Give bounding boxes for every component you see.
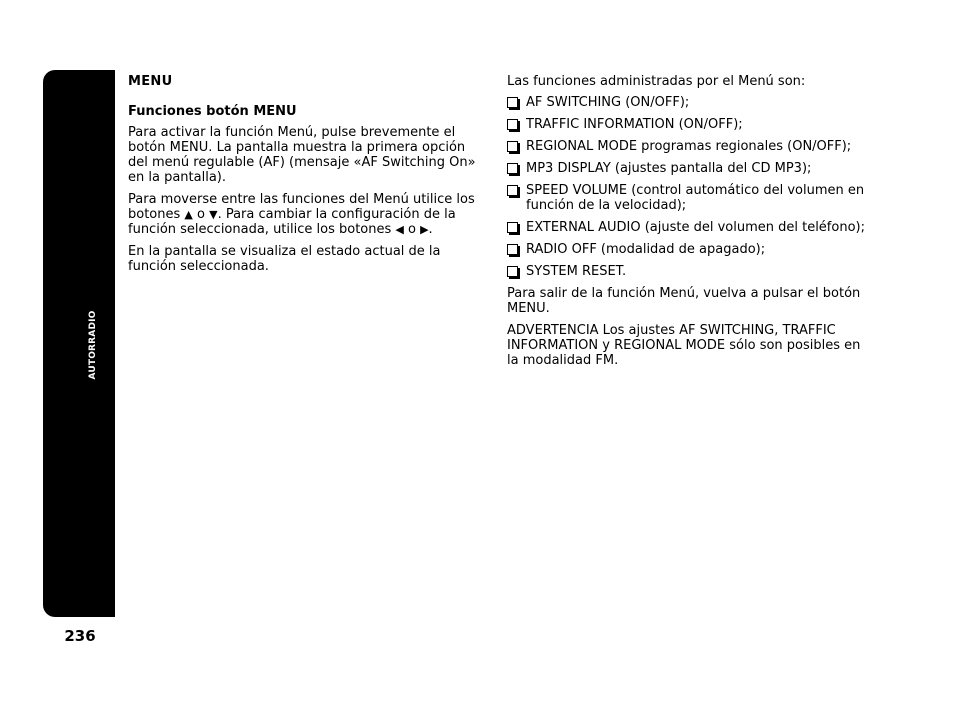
list-item-text: SPEED VOLUME (control automático del volumen en función de la velocidad); — [526, 183, 865, 213]
up-arrow-icon: ▲ — [184, 208, 193, 221]
list-item — [507, 264, 869, 279]
paragraph-current-state: En la pantalla se visualiza el estado actual de la función seleccionada. — [128, 244, 441, 274]
checkbox-bullet-icon — [507, 119, 518, 130]
list-item-text: AF SWITCHING (ON/OFF); — [526, 95, 690, 110]
list-item-text: TRAFFIC INFORMATION (ON/OFF); — [526, 117, 743, 132]
checkbox-bullet-icon — [507, 163, 518, 174]
paragraph-text: . Para cambiar la configuración de la función seleccionada, utilice los botones — [128, 207, 456, 237]
down-arrow-icon: ▼ — [209, 208, 218, 221]
section-sidebar — [43, 70, 115, 617]
paragraph-text: o — [403, 222, 421, 237]
paragraph-exit-menu: Para salir de la función Menú, vuelva a pulsar el botón MENU. — [507, 286, 861, 316]
list-item — [507, 183, 869, 213]
paragraph-navigate-menu — [128, 192, 480, 237]
list-item — [507, 139, 869, 154]
list-item-text: EXTERNAL AUDIO (ajuste del volumen del teléfono); — [526, 220, 865, 235]
checkbox-bullet-icon — [507, 222, 518, 233]
list-item-text: SYSTEM RESET. — [526, 264, 627, 279]
list-item-text: REGIONAL MODE programas regionales (ON/OFF); — [526, 139, 852, 154]
list-item — [507, 117, 869, 132]
list-item-text: RADIO OFF (modalidad de apagado); — [526, 242, 766, 257]
list-item — [507, 220, 869, 235]
functions-list — [507, 95, 869, 279]
checkbox-bullet-icon — [507, 141, 518, 152]
paragraph-text: . — [428, 222, 433, 237]
right-column — [507, 74, 869, 375]
checkbox-bullet-icon — [507, 97, 518, 108]
left-column — [128, 74, 480, 281]
functions-intro: Las funciones administradas por el Menú son: — [507, 74, 806, 89]
list-item — [507, 161, 869, 176]
section-label: AUTORRADIO — [88, 310, 98, 380]
checkbox-bullet-icon — [507, 266, 518, 277]
paragraph-text: o — [192, 207, 210, 222]
page-number: 236 — [64, 627, 96, 645]
checkbox-bullet-icon — [507, 244, 518, 255]
left-arrow-icon: ◀ — [395, 223, 404, 236]
warning-note: ADVERTENCIA Los ajustes AF SWITCHING, TRAFFIC INFORMATION y REGIONAL MODE sólo son posibles en la modalidad FM. — [507, 323, 861, 368]
paragraph-activate-menu: Para activar la función Menú, pulse brevemente el botón MENU. La pantalla muestra la primera opción del menú regulable (AF) (mensaje «AF Switching On» en la pantalla). — [128, 125, 476, 185]
paragraph-text: Para moverse entre las funciones del Menú utilice los botones — [128, 192, 475, 222]
section-heading: MENU — [128, 74, 173, 89]
right-arrow-icon: ▶ — [420, 223, 429, 236]
subsection-heading: Funciones botón MENU — [128, 104, 297, 119]
checkbox-bullet-icon — [507, 185, 518, 196]
list-item-text: MP3 DISPLAY (ajustes pantalla del CD MP3); — [526, 161, 812, 176]
list-item — [507, 242, 869, 257]
list-item — [507, 95, 869, 110]
